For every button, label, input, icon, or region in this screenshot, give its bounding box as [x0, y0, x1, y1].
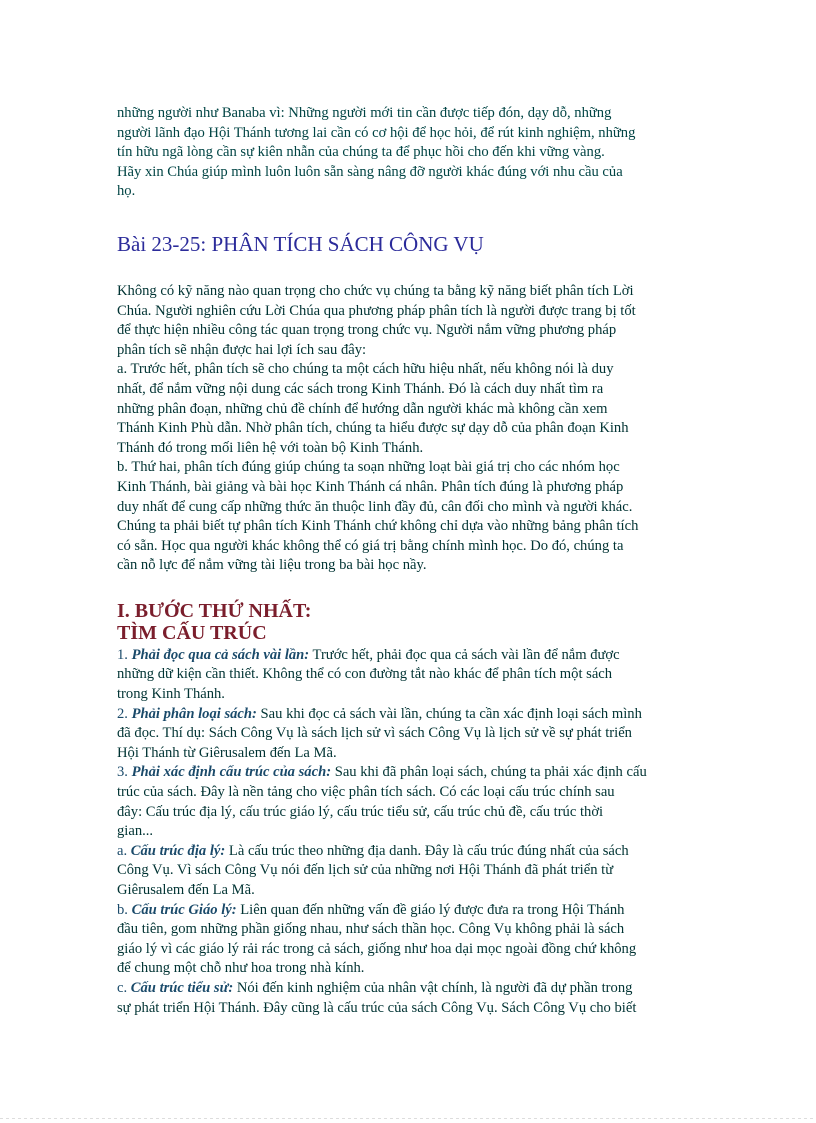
body-line: Thánh Kinh Phù dẫn. Nhờ phân tích, chúng ta hiểu được sự dạy dỗ của phân đoạn Kinh: [117, 420, 629, 437]
list-item-lead: Cấu trúc tiểu sử:: [130, 979, 234, 996]
list-item-line: Hội Thánh từ Giêrusalem đến La Mã.: [117, 744, 337, 761]
list-item-number: 1.: [117, 646, 132, 663]
list-item-line: để chung một chỗ như hoa trong nhà kính.: [117, 960, 365, 977]
list-item-line: [117, 901, 697, 921]
section-heading-line2: TÌM CẤU TRÚC: [117, 621, 267, 644]
body-line: Thánh đó trong mối liên hệ với toàn bộ Kinh Thánh.: [117, 439, 424, 456]
steps-list: [117, 646, 697, 1018]
body-line: những phân đoạn, những chủ đề chính để hướng dẫn người khác mà không cần xem: [117, 400, 608, 417]
list-item: [117, 763, 697, 841]
document-page: [117, 104, 697, 1018]
list-item: [117, 901, 697, 979]
list-item-line: gian...: [117, 823, 154, 840]
list-item-text: Trước hết, phải đọc qua cả sách vài lần để nắm được: [309, 646, 620, 663]
list-item-number: 2.: [117, 705, 132, 722]
body-line: Kinh Thánh, bài giảng và bài học Kinh Thánh cá nhân. Phân tích đúng là phương pháp: [117, 478, 624, 495]
intro-line: Hãy xin Chúa giúp mình luôn luôn sẵn sàng nâng đỡ người khác đúng với nhu cầu của: [117, 163, 623, 180]
list-item: [117, 979, 697, 1018]
list-item-number: 3.: [117, 764, 132, 781]
body-line: để thực hiện nhiều công tác quan trọng trong chức vụ. Người nắm vững phương pháp: [117, 322, 617, 339]
list-item-number: c.: [117, 979, 131, 996]
list-item-line: trúc của sách. Đây là nền tảng cho việc phân tích sách. Có các loại cấu trúc chính sau: [117, 784, 615, 801]
body-paragraph: [117, 282, 697, 576]
list-item-lead: Phải đọc qua cả sách vài lần:: [131, 646, 310, 663]
intro-line: họ.: [117, 183, 136, 200]
list-item-text: Là cấu trúc theo những địa danh. Đây là cấu trúc đúng nhất của sách: [225, 842, 629, 859]
body-line: b. Thứ hai, phân tích đúng giúp chúng ta soạn những loạt bài giá trị cho các nhóm học: [117, 459, 620, 476]
body-line: duy nhất để cung cấp những thức ăn thuộc linh đầy đủ, cân đối cho mình và người khác.: [117, 498, 633, 515]
list-item-line: [117, 979, 697, 999]
list-item-number: a.: [117, 842, 131, 859]
intro-paragraph: [117, 104, 697, 202]
body-line: cần nỗ lực để nắm vững tài liệu trong ba bài học nầy.: [117, 557, 427, 574]
list-item-line: đầu tiên, gom những phần giống nhau, như sách thần học. Công Vụ không phải là sách: [117, 921, 625, 938]
body-line: có sẵn. Học qua người khác không thể có giá trị bằng chính mình học. Do đó, chúng ta: [117, 537, 624, 554]
body-line: nhất, để nắm vững nội dung các sách trong Kinh Thánh. Đó là cách duy nhất tìm ra: [117, 380, 604, 397]
list-item-line: Giêrusalem đến La Mã.: [117, 882, 255, 898]
list-item-line: Công Vụ. Vì sách Công Vụ nói đến lịch sử của những nơi Hội Thánh đã phát triển từ: [117, 862, 614, 879]
list-item-line: đã đọc. Thí dụ: Sách Công Vụ là sách lịch sử vì sách Công Vụ là lịch sử về sự phát triển: [117, 725, 632, 742]
section-heading: [117, 600, 697, 644]
body-line: phân tích sẽ nhận được hai lợi ích sau đây:: [117, 341, 367, 358]
body-line: Không có kỹ năng nào quan trọng cho chức vụ chúng ta bằng kỹ năng biết phân tích Lời: [117, 282, 634, 299]
intro-line: tín hữu ngã lòng cần sự kiên nhẫn của chúng ta để phục hồi cho đến khi vững vàng.: [117, 144, 605, 161]
list-item-line: đây: Cấu trúc địa lý, cấu trúc giáo lý, cấu trúc tiểu sử, cấu trúc chủ đề, cấu trúc thời: [117, 803, 604, 820]
list-item-lead: Cấu trúc địa lý:: [130, 842, 226, 859]
list-item-lead: Cấu trúc Giáo lý:: [131, 901, 237, 918]
list-item-text: Sau khi đọc cả sách vài lần, chúng ta cần xác định loại sách mình: [256, 705, 642, 722]
list-item: [117, 842, 697, 901]
list-item-line: trong Kinh Thánh.: [117, 686, 225, 703]
section-heading-line1: I. BƯỚC THỨ NHẤT:: [117, 599, 312, 622]
list-item-lead: Phải phân loại sách:: [131, 705, 257, 722]
list-item-line: sự phát triển Hội Thánh. Đây cũng là cấu trúc của sách Công Vụ. Sách Công Vụ cho biết: [117, 999, 637, 1016]
list-item-line: giáo lý vì các giáo lý rải rác trong cả sách, giống như hoa dại mọc ngoài đồng chứ không: [117, 940, 637, 957]
page-bottom-divider: [0, 1118, 816, 1119]
list-item: [117, 646, 697, 705]
list-item-lead: Phải xác định cấu trúc của sách:: [131, 764, 332, 781]
list-item: [117, 705, 697, 764]
body-line: Chúa. Người nghiên cứu Lời Chúa qua phương pháp phân tích là người được trang bị tốt: [117, 302, 636, 319]
list-item-text: Liên quan đến những vấn đề giáo lý được đưa ra trong Hội Thánh: [236, 901, 625, 918]
list-item-line: [117, 646, 697, 666]
list-item-text: Sau khi đã phân loại sách, chúng ta phải xác định cấu: [331, 764, 647, 781]
list-item-line: những dữ kiện cần thiết. Không thể có con đường tắt nào khác để phân tích một sách: [117, 666, 613, 683]
lesson-title: Bài 23-25: PHÂN TÍCH SÁCH CÔNG VỤ: [117, 231, 484, 256]
body-line: a. Trước hết, phân tích sẽ cho chúng ta một cách hữu hiệu nhất, nếu không nói là duy: [117, 361, 614, 378]
intro-line: những người như Banaba vì: Những người mới tin cần được tiếp đón, dạy dỗ, những: [117, 105, 612, 121]
list-item-line: [117, 842, 697, 862]
list-item-number: b.: [117, 901, 132, 918]
body-line: Chúng ta phải biết tự phân tích Kinh Thánh chứ không chỉ dựa vào những bảng phân tích: [117, 518, 639, 535]
list-item-line: [117, 705, 697, 725]
list-item-text: Nói đến kinh nghiệm của nhân vật chính, là người đã dự phần trong: [233, 979, 633, 996]
list-item-line: [117, 763, 697, 783]
intro-line: người lãnh đạo Hội Thánh tương lai cần có cơ hội để học hỏi, để rút kinh nghiệm, những: [117, 124, 636, 141]
